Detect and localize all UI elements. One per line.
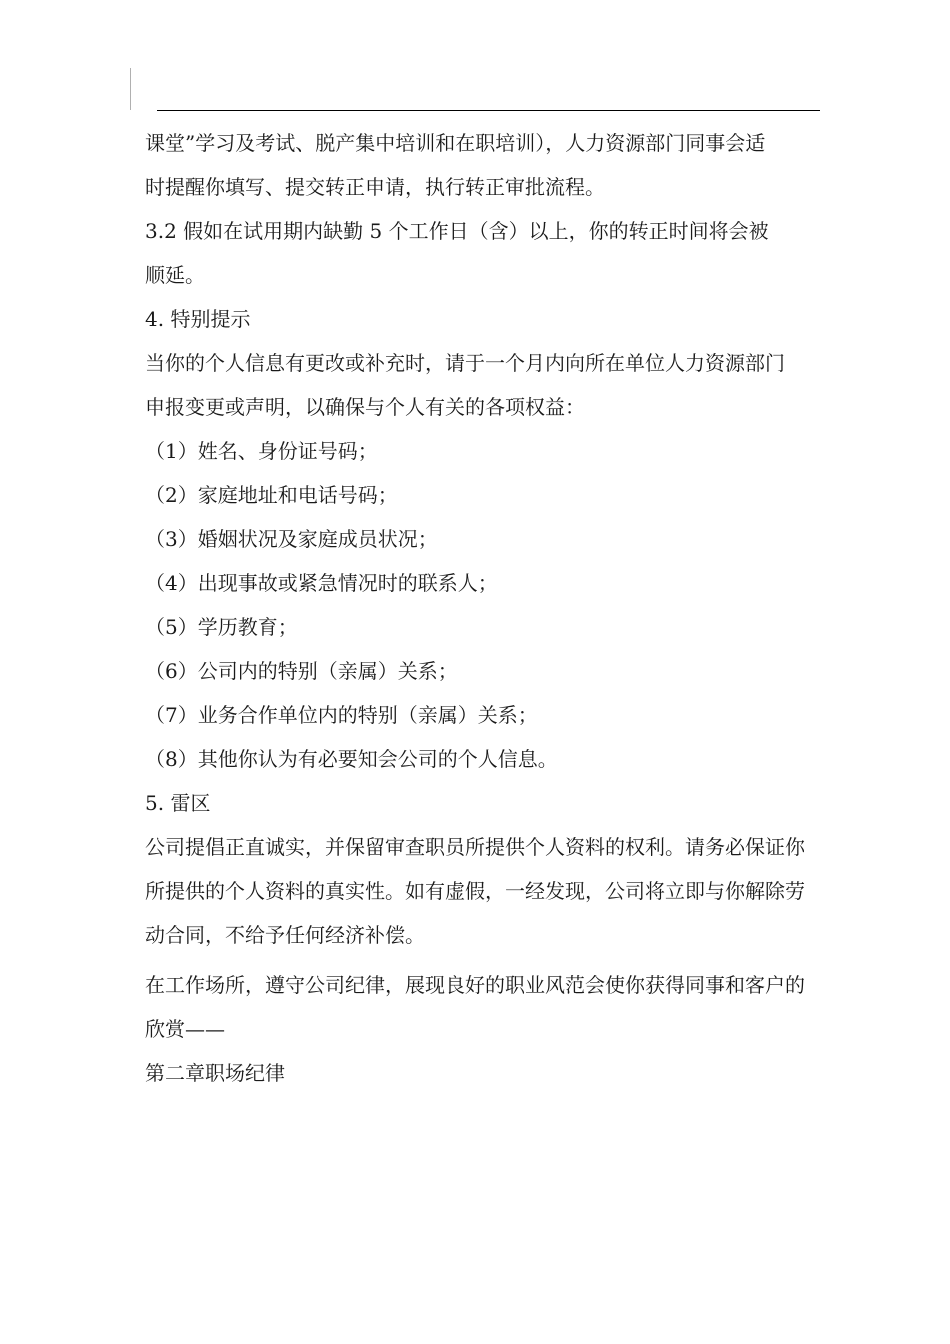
list-item: （3）婚姻状况及家庭成员状况； — [145, 527, 438, 551]
list-item: （7）业务合作单位内的特别（亲属）关系； — [145, 703, 538, 727]
chapter-heading: 第二章职场纪律 — [145, 1061, 285, 1085]
list-item: （5）学历教育； — [145, 615, 298, 639]
section-4-heading: 4. 特别提示 — [145, 307, 251, 331]
section-5-line: 所提供的个人资料的真实性。如有虚假，一经发现，公司将立即与你解除劳 — [145, 879, 805, 903]
closing-line: 欣赏—— — [145, 1017, 225, 1041]
paragraph-line: 时提醒你填写、提交转正申请，执行转正审批流程。 — [145, 175, 605, 199]
margin-mark — [130, 68, 131, 110]
section-4-intro-line: 申报变更或声明，以确保与个人有关的各项权益： — [145, 395, 585, 419]
list-item: （2）家庭地址和电话号码； — [145, 483, 398, 507]
section-4-intro-line: 当你的个人信息有更改或补充时，请于一个月内向所在单位人力资源部门 — [145, 351, 785, 375]
section-5-heading: 5. 雷区 — [145, 791, 211, 815]
section-5-line: 公司提倡正直诚实，并保留审查职员所提供个人资料的权利。请务必保证你 — [145, 835, 805, 859]
section-5-line: 动合同，不给予任何经济补偿。 — [145, 923, 425, 947]
list-item: （6）公司内的特别（亲属）关系； — [145, 659, 458, 683]
list-item: （4）出现事故或紧急情况时的联系人； — [145, 571, 498, 595]
list-item: （1）姓名、身份证号码； — [145, 439, 378, 463]
section-3-2-line: 顺延。 — [145, 263, 205, 287]
header-rule — [157, 110, 820, 111]
list-item: （8）其他你认为有必要知会公司的个人信息。 — [145, 747, 558, 771]
document-body — [145, 121, 825, 1095]
closing-line: 在工作场所，遵守公司纪律，展现良好的职业风范会使你获得同事和客户的 — [145, 973, 805, 997]
paragraph-line: 课堂”学习及考试、脱产集中培训和在职培训），人力资源部门同事会适 — [145, 131, 766, 155]
section-3-2-line: 3.2 假如在试用期内缺勤 5 个工作日（含）以上，你的转正时间将会被 — [145, 219, 769, 243]
